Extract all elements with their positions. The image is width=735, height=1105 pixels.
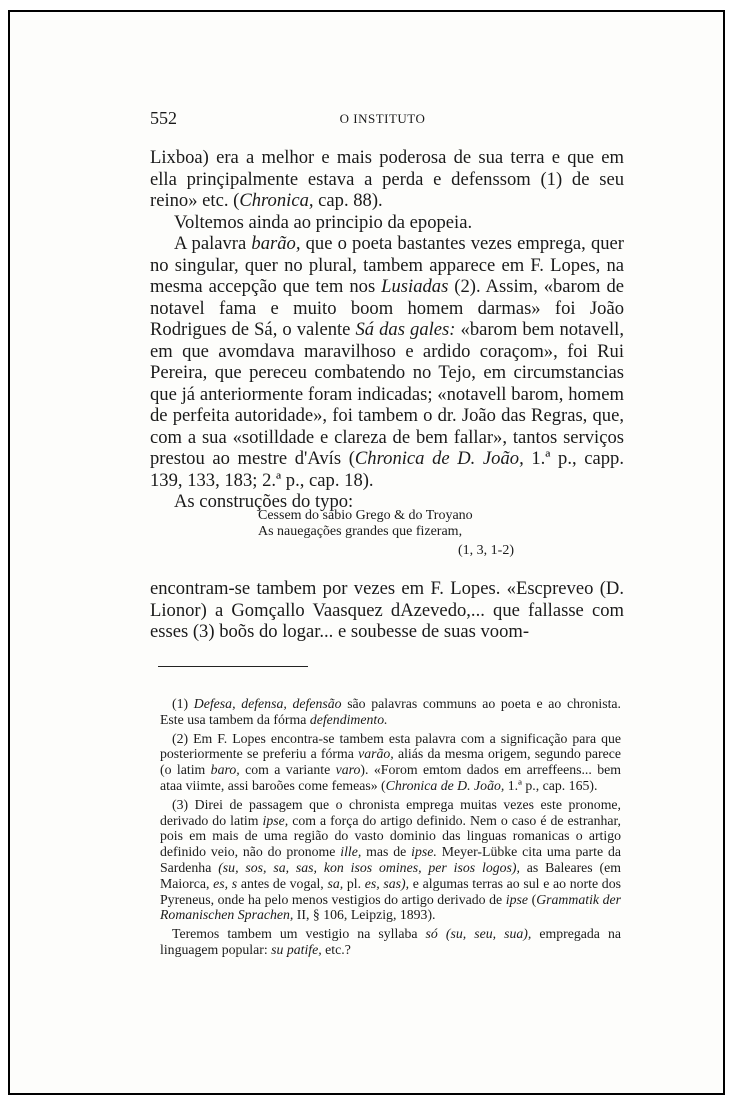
footnote	[160, 696, 621, 728]
main-text	[150, 147, 624, 513]
text-run: Voltemos ainda ao principio da epopeia.	[174, 211, 473, 233]
italic-text: su patife,	[271, 941, 322, 957]
text-run: 1.ª p., capp. 139, 133, 183; 2.ª p., cap. 18).	[150, 448, 624, 491]
italic-text: só (su, seu, sua),	[425, 926, 532, 942]
text-run: antes de vogal,	[237, 875, 328, 891]
paragraph	[150, 147, 624, 212]
italic-text: varão,	[358, 746, 394, 762]
page-header	[150, 108, 615, 130]
text-run: e algumas terras ao sul e ao norte dos Pyreneus, onde ha pelo menos vestigios do artigo derivado de	[160, 875, 621, 907]
italic-text: ipse,	[262, 812, 289, 828]
italic-text: Sá das gales:	[355, 319, 456, 340]
main-text-continued	[150, 578, 624, 643]
text-run: II, § 106, Leipzig, 1893).	[293, 907, 436, 923]
paragraph	[150, 233, 624, 491]
verse-quotation	[258, 508, 538, 559]
footnote	[160, 731, 621, 794]
text-run: (	[528, 891, 537, 907]
text-run: ). «Forom emtom dados em arreffeens... bem ataa viimte, assi baroões come femeas» (	[160, 762, 621, 793]
text-run: As construções do typo:	[174, 491, 354, 512]
italic-text: Chronica de D. João,	[385, 777, 505, 793]
italic-text: Grammatik der Romanischen Sprachen,	[160, 891, 622, 923]
text-run: são palavras communs ao poeta e ao chronista. Este usa tambem da fórma	[160, 696, 621, 727]
footnote-divider	[158, 666, 308, 667]
text-run: 1.ª p., cap. 165).	[504, 777, 598, 793]
text-run: as Baleares (em Maiorca,	[160, 859, 621, 891]
footnote	[160, 797, 621, 923]
italic-text: sa,	[327, 875, 344, 891]
italic-text: barão,	[251, 233, 301, 254]
italic-text: Chronica,	[239, 190, 314, 211]
text-run: (1)	[172, 696, 194, 711]
italic-text: ille,	[340, 844, 362, 860]
footnotes	[160, 696, 621, 958]
text-run: (2). Assim, «barom de notavel fama e muito boom homem darmas» foi João Rodrigues de Sá, o valente	[150, 276, 625, 340]
verse-reference: (1, 3, 1-2)	[458, 543, 514, 558]
italic-text: ipse.	[411, 844, 437, 860]
italic-text: es, s	[213, 875, 238, 891]
italic-text: es, sas),	[364, 875, 410, 891]
italic-text: Chronica de D. João,	[354, 448, 524, 469]
text-run: com a força do artigo definido. Nem o caso é de estranhar, pois em mais de uma região do vasto dominio das linguas romanicas o artigo definido veio, não do pronome	[160, 812, 621, 860]
footnote	[160, 926, 621, 958]
italic-text: baro,	[210, 762, 240, 778]
italic-text: varo	[335, 762, 361, 778]
text-run: Teremos tambem um vestigio na syllaba	[172, 926, 426, 942]
text-run: cap. 88).	[313, 190, 383, 211]
text-run: (2) Em F. Lopes encontra-se tambem esta palavra com a significação para que posteriormente se preferiu a fórma	[160, 730, 621, 762]
verse-line: As nauegações grandes que fizeram,	[258, 524, 463, 539]
text-run: pl.	[343, 875, 365, 891]
text-run: Meyer-Lübke cita uma parte da Sardenha	[160, 844, 621, 875]
text-run: que o poeta bastantes vezes emprega, quer no singular, quer no plural, tambem apparece em F. Lopes, na mesma accepção que tem nos	[150, 233, 624, 297]
text-run: mas de	[361, 844, 412, 860]
text-run: Lixboa) era a melhor e mais poderosa de sua terra e que em ella prinçipalmente estava a perda e defenssom (1) de seu reino» etc. (	[150, 147, 624, 211]
text-run: empregada na linguagem popular:	[160, 926, 621, 957]
italic-text: defendimento.	[309, 711, 388, 727]
text-run: etc.?	[321, 941, 351, 957]
italic-text: ipse	[505, 891, 528, 907]
text-run: A palavra	[174, 233, 252, 254]
italic-text: (su, sos, sa, sas, kon isos omines, per isos logos),	[218, 859, 520, 875]
text-run: (3) Direi de passagem que o chronista emprega muitas vezes este pronome, derivado do latim	[160, 796, 621, 828]
text-run: aliás da mesma origem, segundo parece (o latim	[160, 746, 621, 778]
page-number: 552	[150, 108, 177, 128]
italic-text: Defesa, defensa, defensão	[193, 696, 342, 711]
verse-line: Cessem do sabio Grego & do Troyano	[258, 508, 473, 523]
text-run: «barom bem notavell, em que avomdava maravilhoso e ardido coraçom», foi Rui Pereira, que pereceu combatendo no Tejo, em circumstancias que já anteriormente foram indicadas; «notavell barom, homem de perfeita autoridade», foi tambem o dr. João das Regras, que, com a sua «sotilldade e clareza de bem fallar», tantos serviços prestou ao mestre d'Avís (	[150, 319, 624, 469]
running-title: O INSTITUTO	[339, 111, 426, 126]
text-run: encontram-se tambem por vezes em F. Lopes. «Escpreveo (D. Lionor) a Gomçallo Vaasquez dAzevedo,... que fallasse com esses (3) boõs do logar... e soubesse de suas voom-	[150, 578, 624, 642]
paragraph	[150, 578, 624, 643]
paragraph	[150, 212, 624, 234]
text-run: com a variante	[239, 762, 336, 778]
italic-text: Lusiadas	[381, 276, 449, 297]
